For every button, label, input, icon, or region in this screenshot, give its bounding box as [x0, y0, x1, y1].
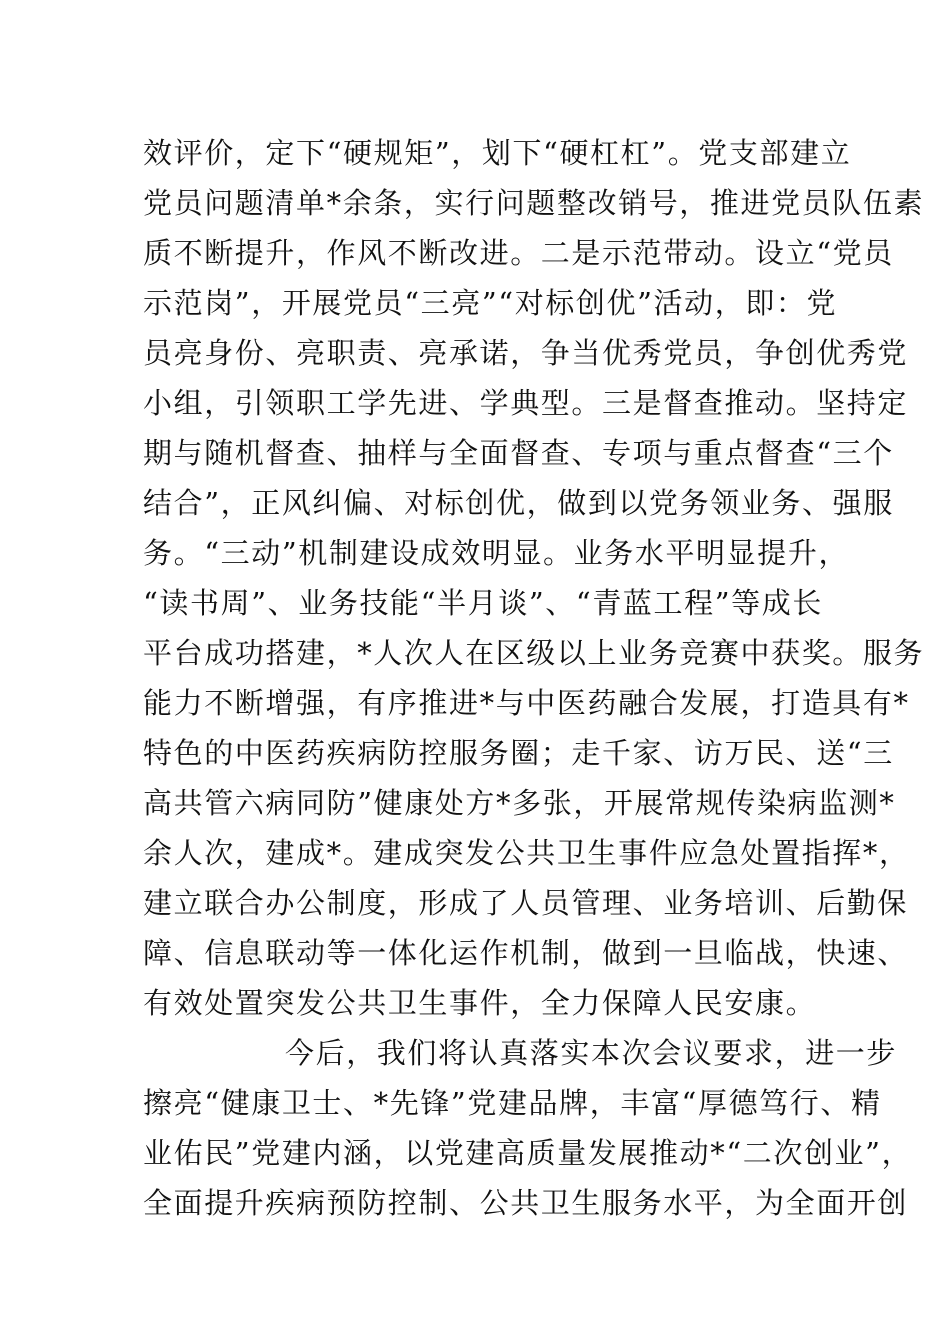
text-line-18: 有效处置突发公共卫生事件，全力保障人民安康。 — [143, 986, 817, 1020]
text-line-12: 能力不断增强，有序推进*与中医药融合发展，打造具有* — [143, 686, 910, 720]
text-line-20: 擦亮“健康卫士、*先锋”党建品牌，丰富“厚德笃行、精 — [143, 1086, 882, 1120]
text-line-3: 质不断提升，作风不断改进。二是示范带动。设立“党员 — [143, 236, 894, 270]
text-line-4: 示范岗”，开展党员“三亮”“对标创优”活动，即：党 — [143, 286, 838, 320]
text-line-2: 党员问题清单*余条，实行问题整改销号，推进党员队伍素 — [143, 186, 925, 220]
text-line-17: 障、信息联动等一体化运作机制，做到一旦临战，快速、 — [143, 936, 909, 970]
text-line-10: “读书周”、业务技能“半月谈”、“青蓝工程”等成长 — [143, 586, 823, 620]
text-line-1: 效评价，定下“硬规矩”，划下“硬杠杠”。党支部建立 — [143, 136, 852, 170]
text-line-15: 余人次，建成*。建成突发公共卫生事件应急处置指挥*， — [143, 836, 910, 870]
text-line-9: 务。“三动”机制建设成效明显。业务水平明显提升， — [143, 536, 850, 570]
text-line-22: 全面提升疾病预防控制、公共卫生服务水平，为全面开创 — [143, 1186, 909, 1220]
text-line-21: 业佑民”党建内涵，以党建高质量发展推动*“二次创业”， — [143, 1136, 913, 1170]
text-line-16: 建立联合办公制度，形成了人员管理、业务培训、后勤保 — [143, 886, 909, 920]
text-line-14: 高共管六病同防”健康处方*多张，开展常规传染病监测* — [143, 786, 896, 820]
text-line-8: 结合”，正风纠偏、对标创优，做到以党务领业务、强服 — [143, 486, 894, 520]
text-line-13: 特色的中医药疾病防控服务圈；走千家、访万民、送“三 — [143, 736, 894, 770]
text-line-5: 员亮身份、亮职责、亮承诺，争当优秀党员，争创优秀党 — [143, 336, 909, 370]
text-line-19: 今后，我们将认真落实本次会议要求，进一步 — [285, 1036, 898, 1070]
text-line-6: 小组，引领职工学先进、学典型。三是督查推动。坚持定 — [143, 386, 909, 420]
text-line-7: 期与随机督查、抽样与全面督查、专项与重点督查“三个 — [143, 436, 894, 470]
text-line-11: 平台成功搭建，*人次人在区级以上业务竞赛中获奖。服务 — [143, 636, 925, 670]
